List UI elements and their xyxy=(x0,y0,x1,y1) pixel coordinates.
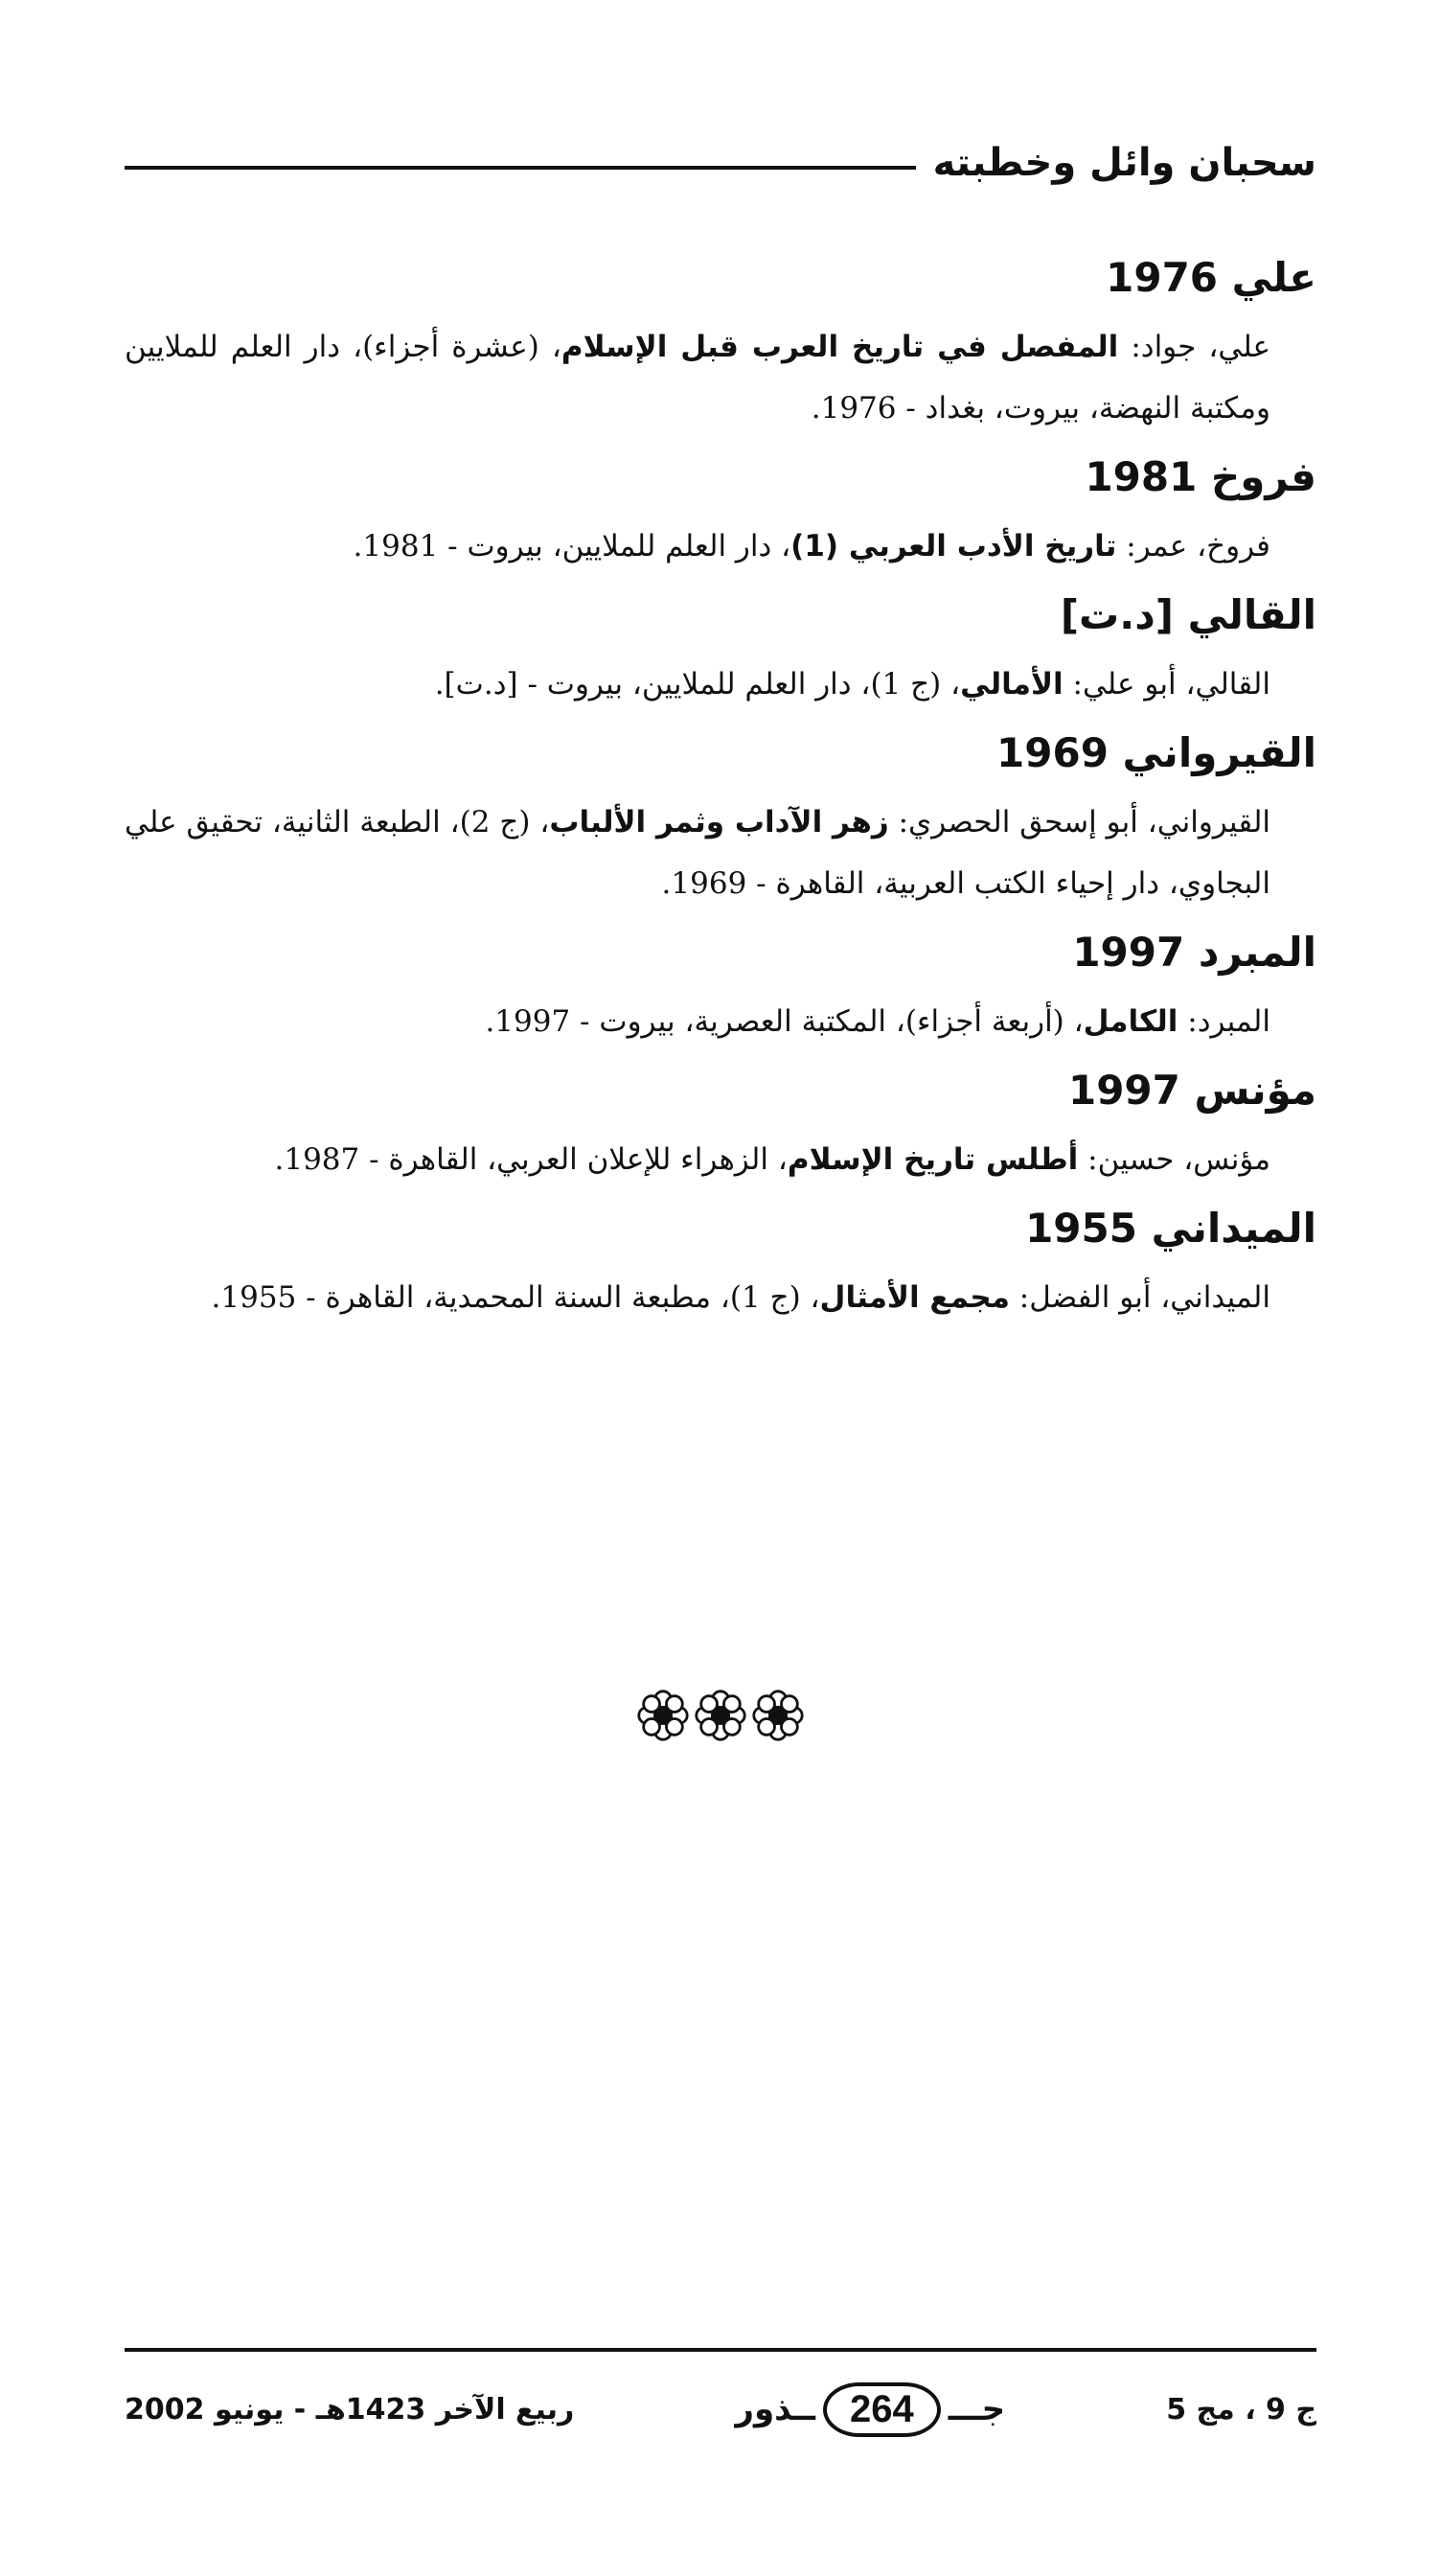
citation-author: علي، جواد: xyxy=(1118,330,1270,364)
entry-heading: القالي [د.ت] xyxy=(1060,591,1316,638)
section-ornament xyxy=(0,1689,1441,1742)
citation-author: الميداني، أبو الفضل: xyxy=(1009,1280,1270,1315)
journal-name-start: جـــ xyxy=(948,2390,1006,2428)
running-header xyxy=(125,134,1316,192)
journal-name-end: ــذور xyxy=(735,2390,816,2428)
page-number: 264 xyxy=(823,2382,941,2437)
citation-author: القيرواني، أبو إسحق الحصري: xyxy=(888,805,1271,840)
citation-details: ، (ج 2)، الطبعة الثانية، تحقيق علي البجاوي، دار إحياء الكتب العربية، القاهرة - 1969. xyxy=(125,805,1270,901)
flower-ornament-icon xyxy=(751,1689,805,1742)
footer-rule xyxy=(125,2348,1316,2352)
page-footer xyxy=(125,2371,1316,2448)
bib-entry xyxy=(125,577,1316,715)
bibliography xyxy=(125,240,1316,1328)
flower-ornament-icon xyxy=(636,1689,690,1742)
entry-citation xyxy=(125,792,1316,914)
bib-entry xyxy=(125,240,1316,439)
citation-title: الأمالي xyxy=(960,667,1064,702)
citation-author: مؤنس، حسين: xyxy=(1078,1142,1270,1177)
citation-title: تاريخ الأدب العربي (1) xyxy=(790,529,1117,564)
citation-details: ، (ج 1)، دار العلم للملايين، بيروت - [د.ت]. xyxy=(434,667,961,702)
bib-entry xyxy=(125,439,1316,577)
entry-heading: الميداني 1955 xyxy=(1025,1205,1316,1252)
entry-citation xyxy=(125,516,1316,577)
bib-entry xyxy=(125,914,1316,1052)
issue-date: ربيع الآخر 1423هـ - يونيو 2002 xyxy=(125,2392,575,2426)
entry-citation xyxy=(125,1129,1316,1190)
citation-details: ، الزهراء للإعلان العربي، القاهرة - 1987. xyxy=(274,1142,788,1177)
entry-heading: المبرد 1997 xyxy=(1072,929,1316,976)
entry-citation xyxy=(125,316,1316,439)
citation-author: القالي، أبو علي: xyxy=(1063,667,1270,702)
entry-heading: مؤنس 1997 xyxy=(1067,1067,1316,1114)
entry-heading: علي 1976 xyxy=(1106,254,1316,301)
citation-details: ، دار العلم للملايين، بيروت - 1981. xyxy=(353,529,791,564)
citation-title: الكامل xyxy=(1083,1004,1178,1039)
journal-page-marker xyxy=(735,2382,1005,2437)
running-title: سحبان وائل وخطبته xyxy=(932,141,1316,185)
citation-title: مجمع الأمثال xyxy=(819,1280,1010,1315)
entry-heading: فروخ 1981 xyxy=(1085,453,1316,500)
entry-citation xyxy=(125,654,1316,715)
citation-title: أطلس تاريخ الإسلام xyxy=(787,1142,1079,1177)
citation-title: زهر الآداب وثمر الألباب xyxy=(549,805,889,840)
header-rule xyxy=(125,166,916,170)
entry-citation xyxy=(125,991,1316,1052)
citation-details: ، (ج 1)، مطبعة السنة المحمدية، القاهرة - 1955. xyxy=(211,1280,820,1315)
bib-entry xyxy=(125,1190,1316,1328)
flower-ornament-icon xyxy=(694,1689,747,1742)
citation-details: ، (عشرة أجزاء)، دار العلم للملايين ومكتبة النهضة، بيروت، بغداد - 1976. xyxy=(125,330,1270,426)
citation-author: المبرد: xyxy=(1178,1004,1270,1039)
bib-entry xyxy=(125,1052,1316,1190)
entry-citation xyxy=(125,1267,1316,1328)
volume-info: ج 9 ، مج 5 xyxy=(1166,2392,1316,2426)
citation-details: ، (أربعة أجزاء)، المكتبة العصرية، بيروت - 1997. xyxy=(485,1004,1084,1039)
entry-heading: القيرواني 1969 xyxy=(996,729,1316,776)
citation-author: فروخ، عمر: xyxy=(1116,529,1270,564)
citation-title: المفصل في تاريخ العرب قبل الإسلام xyxy=(560,330,1119,364)
bib-entry xyxy=(125,715,1316,914)
